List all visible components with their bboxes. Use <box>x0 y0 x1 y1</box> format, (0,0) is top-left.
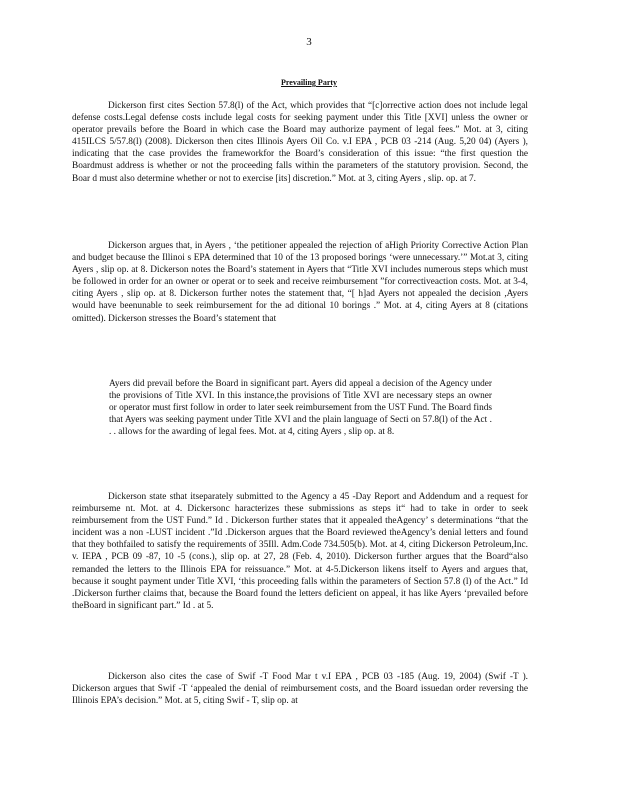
section-heading-text: Prevailing Party <box>280 78 338 87</box>
block-quote: Ayers did prevail before the Board in significant part. Ayers did appeal a decision of the Agency under the provisions of Title XVI. In this instance,the provisions of Title XVI are necessary steps an owner or operator must first follow in order to later seek reimbursement from the UST Fund. The Board finds that Ayers was seeking payment under Title XVI and the plain language of Secti on 57.8(l) of the Act . . . allows for the awarding of legal fees. Mot. at 4, citing Ayers , slip op. at 8. <box>109 379 492 438</box>
paragraph-2: Dickerson argues that, in Ayers , ‘the petitioner appealed the rejection of aHigh Priority Corrective Action Plan and budget because the Illinoi s EPA determined that 10 of the 13 proposed borings ‘were unnecessary.’” Mot.at 3, citing Ayers , slip op. at 8. Dickerson notes the Board’s statement in Ayers that “Title XVI includes numerous steps which must be followed in order for an owner or operat or to seek and receive reimbursement ”for correctiveaction costs. Mot. at 3-4, citing Ayers , slip op. at 8. Dickerson further notes the statement that, “[ h]ad Ayers not appealed the decision ,Ayers would have beenunable to seek reimbursement for the ad ditional 10 borings .” Mot. at 4, citing Ayers at 8 (citations omitted). Dickerson stresses the Board’s statement that <box>72 241 528 324</box>
section-heading <box>0 78 618 87</box>
paragraph-1: Dickerson first cites Section 57.8(l) of the Act, which provides that “[c]orrective action does not include legal defense costs.Legal defense costs include legal costs for seeking payment under this Title [XVI] unless the owner or operator prevails before the Board in which case the Board may authorize payment of legal fees.” Mot. at 3, citing 415ILCS 5/57.8(l) (2008). Dickerson then cites Illinois Ayers Oil Co. v.I EPA , PCB 03 -214 (Aug. 5,20 04) (Ayers ), indicating that the case provides the frameworkfor the Board’s consideration of this issue: “the first question the Boardmust address is whether or not the proceeding falls within the parameters of the statutory provision. Second, the Boar d must also determine whether or not to exercise [its] discretion.” Mot. at 3, citing Ayers , slip. op. at 7. <box>72 101 528 184</box>
page-number: 3 <box>306 36 312 48</box>
paragraph-3: Dickerson state sthat itseparately submitted to the Agency a 45 -Day Report and Addendum and a request for reimburseme nt. Mot. at 4. Dickersonc haracterizes these submissions as steps it“ had to take in order to seek reimbursement from the UST Fund.” Id . Dickerson further states that it appealed theAgency’ s determinations “that the incident was a non -LUST incident .”Id .Dickerson argues that the Board reviewed theAgency’s denial letters and found that they bothfailed to satisfy the requirements of 35Ill. Adm.Code 734.505(b). Mot. at 4, citing Dickerson Petroleum,Inc. v. IEPA , PCB 09 -87, 10 -5 (cons.), slip op. at 27, 28 (Feb. 4, 2010). Dickerson further argues that the Board“also remanded the letters to the Illinois EPA for reissuance.” Mot. at 4-5.Dickerson likens itself to Ayers and argues that, because it sought payment under Title XVI, ‘this proceeding falls within the parameters of Section 57.8 (l) of the Act.” Id .Dickerson further claims that, because the Board found the letters deficient on appeal, it has like Ayers ‘prevailed before theBoard in significant part.” Id . at 5. <box>72 492 528 611</box>
paragraph-4: Dickerson also cites the case of Swif -T Food Mar t v.I EPA , PCB 03 -185 (Aug. 19, 2004) (Swif -T ). Dickerson argues that Swif -T ‘appealed the denial of reimbursement costs, and the Board issuedan order reversing the Illinois EPA’s decision.” Mot. at 5, citing Swif - T, slip op. at <box>72 672 528 707</box>
